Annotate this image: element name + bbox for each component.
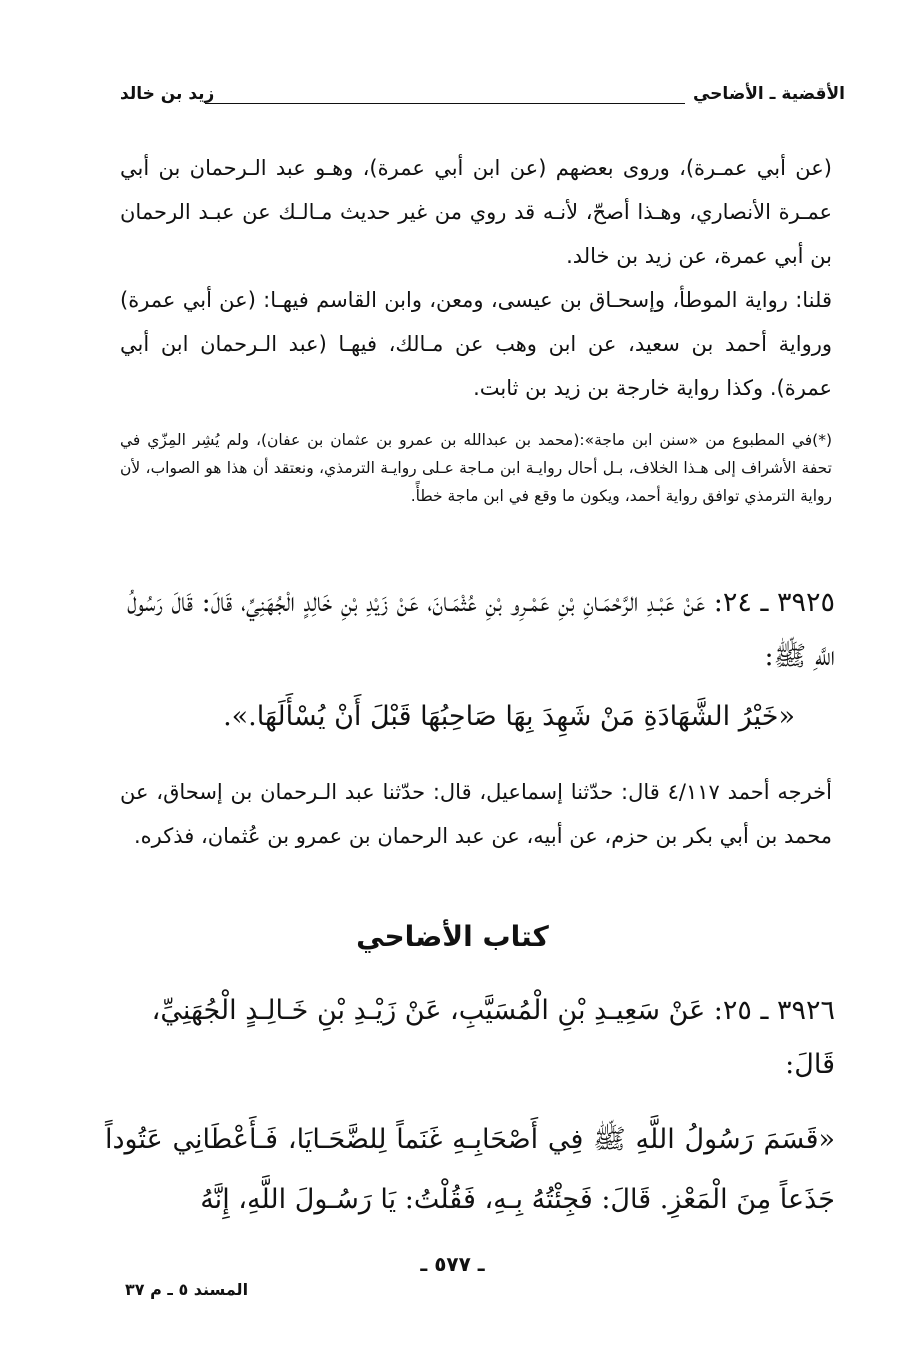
takhrij-paragraph: أخرجه أحمد ٤/١١٧ قال: حدّثنا إسماعيل، قال: حدّثنا عبد الـرحمان بن إسحاق، عن محمد بن أبي بكر بن حزم، عن أبيه، عن عبد الرحمان بن عمرو بن عُثمان، فذكره. bbox=[120, 780, 832, 848]
header-rule bbox=[205, 103, 685, 104]
printer-signature: المسند ٥ ـ م ٣٧ bbox=[125, 1280, 249, 1299]
hadith-3925-quote: «خَيْرُ الشَّهَادَةِ مَنْ شَهِدَ بِهَا صَاحِبُهَا قَبْلَ أَنْ يُسْأَلَهَا.». bbox=[223, 701, 795, 732]
commentary-paragraph-2: قلنا: رواية الموطأ، وإسحـاق بن عيسى، ومعن، وابن القاسم فيهـا: (عن أبي عمرة) ورواية أحمد بن سعيد، عن ابن وهب عن مـالك، فيهـا (عبد الـرحمان ابن أبي عمرة). وكذا رواية خارجة بن زيد بن ثابت. bbox=[120, 288, 832, 400]
running-header-narrator: زيد بن خالد bbox=[120, 84, 215, 104]
page-number: ـ ٥٧٧ ـ bbox=[420, 1252, 485, 1276]
running-header-title: الأقضية ـ الأضاحي bbox=[692, 84, 845, 104]
section-title: كتاب الأضاحي bbox=[356, 920, 549, 953]
footnote: (*)في المطبوع من «سنن ابن ماجة»:(محمد بن عبدالله بن عمرو بن عثمان بن عفان)، ولم يُشِر المِزّي في تحفة الأشراف إلى هـذا الخلاف، بـل أحال روايـة ابن مـاجة عـلى روايـة الترمذي، ونعتقد أن هذا هو الصواب، لأن رواية الترمذي توافق رواية أحمد، ويكون ما وقع في ابن ماجة خطأً. bbox=[120, 431, 832, 505]
hadith-3926-text: ٣٩٢٦ ـ ٢٥: عَنْ سَعِيـدِ بْنِ الْمُسَيَّبِ، عَنْ زَيْـدِ بْنِ خَـالِـدٍ الْجُهَنِيِّ، قَالَ: bbox=[151, 995, 835, 1080]
hadith-3926-quote: «قَسَمَ رَسُولُ اللَّهِ ﷺ فِي أَصْحَابِـهِ غَنَماً لِلضَّحَـايَا، فَـأَعْطَانِي عَتُوداً جَذَعاً مِنَ الْمَعْزِ. قَالَ: فَجِئْتُهُ بِـهِ، فَقُلْتُ: يَا رَسُـولَ اللَّهِ، إِنَّهُ bbox=[105, 1124, 835, 1215]
hadith-3925-text: ٣٩٢٥ ـ ٢٤: عَنْ عَبْـدِ الرَّحْمَـانِ بْنِ عَمْـرِو بْنِ عُثْمَـانَ، عَنْ زَيْدِ بْنِ خَالِدٍ الْجُهَنِيِّ، قَالَ: قَالَ رَسُولُ اللَّهِ ﷺ: bbox=[127, 587, 835, 672]
commentary-paragraph-1: (عن أبي عمـرة)، وروى بعضهم (عن ابن أبي عمرة)، وهـو عبد الـرحمان بن أبي عمـرة الأنصاري، وهـذا أصحّ، لأنـه قد روي من غير حديث مـالـك عن عبـد الرحمان بن أبي عمرة، عن زيد بن خالد. bbox=[120, 156, 832, 268]
